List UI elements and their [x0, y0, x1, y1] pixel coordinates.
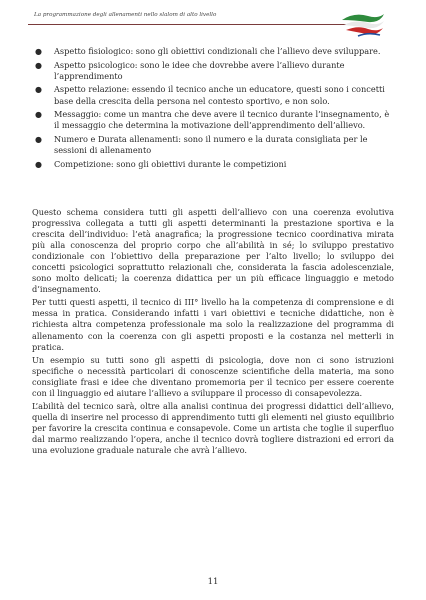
list-item: ● Aspetto fisiologico: sono gli obiettivi condizionali che l’allievo deve sviluppare. [35, 46, 381, 56]
bullet-icon: ● [35, 135, 42, 145]
header-title: La programmazione degli allenamenti nello slalom di alto livello [34, 12, 217, 18]
body-text [32, 207, 394, 458]
list-item: ● Aspetto relazione: essendo il tecnico anche un educatore, questi sono i concetti base della crescita della persona nel contesto sportivo, e non solo. [35, 84, 385, 106]
page-number: 11 [207, 577, 219, 587]
federation-logo-icon [340, 10, 386, 38]
bullet-icon: ● [35, 47, 42, 56]
header-rule [28, 24, 362, 25]
paragraph: Per tutti questi aspetti, il tecnico di III° livello ha la competenza di comprensione e di messa in pratica. Considerando infatti i vari obiettivi e tecniche didattiche, non è richiesta altra competenza professionale ma solo la realizzazione del programma di allenamento con la coerenza con gli aspetti proposti e la costanza nel metterli in pratica. [32, 297, 394, 352]
bullet-icon: ● [35, 159, 42, 169]
list-item: ● Messaggio: come un mantra che deve avere il tecnico durante l’insegnamento, è il messaggio che determina la motivazione dell’apprendimento dell’allievo. [35, 109, 390, 131]
bullet-icon: ● [35, 60, 42, 70]
paragraph: L’abilità del tecnico sarà, oltre alla analisi continua dei progressi didattici dell’allievo, quella di inserire nel processo di apprendimento tutti gli elementi nel giusto equilibrio per favorire la crescita continua e consapevole. Come un artista che toglie il superfluo dal marmo realizzando l’opera, anche il tecnico dovrà togliere distrazioni ed errori da una evoluzione graduale naturale che avrà l’allievo. [32, 400, 394, 455]
paragraph: Un esempio su tutti sono gli aspetti di psicologia, dove non ci sono istruzioni specifiche o necessità particolari di conoscenze scientifiche della materia, ma sono consigliate frasi e idee che diventano promemoria per il tecnico per essere coerente con il linguaggio ed aiutare l’allievo a sviluppare il processo di consapevolezza. [32, 354, 394, 398]
paragraph: Questo schema considera tutti gli aspetti dell’allievo con una coerenza evolutiva progressiva collegata a tutti gli aspetti determinanti la prestazione sportiva e la crescita dell’individuo: l’età anagrafica; la progressione tecnico coordinativa mirata più alla conoscenza del proprio corpo che all’abilità in sé; lo sviluppo prestativo condizionale con l’obiettivo della preparazione per l’alto livello; lo sviluppo dei concetti psicologici soprattutto relazionali che, considerata la fascia adolescenziale, sono molto delicati; la coerenza didattica per un più efficace linguaggio e metodo d’insegnamento. [32, 207, 394, 295]
bullet-icon: ● [35, 85, 42, 95]
aspects-list [32, 46, 394, 173]
list-item: ● Aspetto psicologico: sono le idee che dovrebbe avere l’allievo durante l’apprendimento [35, 59, 345, 81]
list-item: ● Competizione: sono gli obiettivi durante le competizioni [35, 158, 287, 169]
bullet-icon: ● [35, 110, 42, 120]
list-item: ● Numero e Durata allenamenti: sono il numero e la durata consigliata per le sessioni di allenamento [35, 134, 368, 156]
